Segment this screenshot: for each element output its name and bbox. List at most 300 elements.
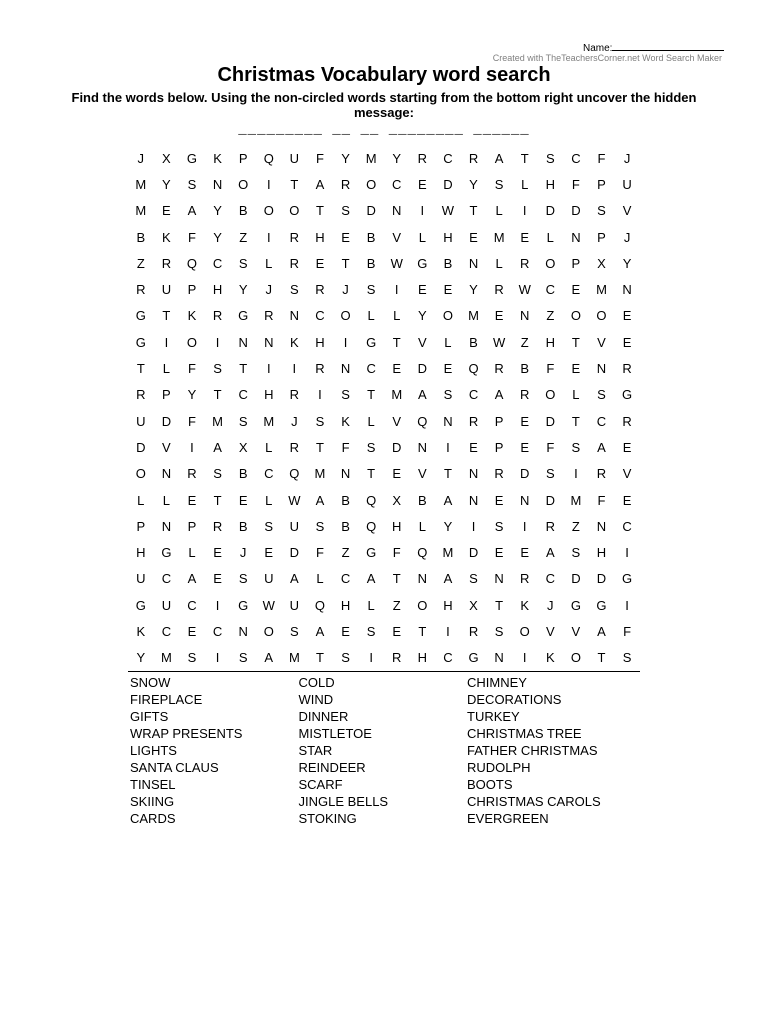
grid-letter[interactable]: D (289, 545, 300, 561)
grid-letter[interactable]: S (366, 623, 376, 639)
grid-letter[interactable]: V (417, 334, 427, 350)
grid-letter[interactable]: M (135, 176, 147, 192)
grid-letter[interactable]: M (365, 150, 377, 166)
grid-letter[interactable]: C (545, 282, 555, 298)
grid-letter[interactable]: K (290, 334, 299, 350)
grid-letter[interactable]: L (316, 571, 324, 587)
grid-letter[interactable]: S (469, 571, 478, 587)
grid-letter[interactable]: C (622, 518, 632, 534)
grid-letter[interactable]: H (443, 229, 453, 245)
grid-letter[interactable]: A (187, 571, 197, 587)
grid-letter[interactable]: H (212, 282, 223, 298)
grid-letter[interactable]: C (315, 308, 325, 324)
grid-letter[interactable]: A (315, 176, 325, 192)
grid-letter[interactable]: K (213, 150, 222, 166)
grid-letter[interactable]: R (136, 282, 146, 298)
grid-letter[interactable]: T (392, 334, 401, 350)
grid-letter[interactable]: I (215, 597, 220, 613)
grid-letter[interactable]: C (264, 466, 274, 482)
grid-letter[interactable]: S (366, 439, 376, 455)
grid-letter[interactable]: Y (341, 150, 350, 166)
grid-letter[interactable]: Y (213, 203, 222, 219)
grid-letter[interactable]: E (187, 492, 197, 508)
grid-letter[interactable]: D (545, 492, 555, 508)
grid-letter[interactable]: S (494, 176, 504, 192)
grid-letter[interactable]: E (187, 623, 197, 639)
grid-letter[interactable]: R (289, 229, 300, 245)
grid-letter[interactable]: S (238, 571, 248, 587)
grid-letter[interactable]: H (315, 229, 325, 245)
grid-letter[interactable]: T (136, 361, 145, 377)
grid-letter[interactable]: I (446, 623, 450, 639)
grid-letter[interactable]: S (494, 623, 504, 639)
grid-letter[interactable]: N (468, 255, 479, 271)
grid-letter[interactable]: N (264, 334, 274, 350)
grid-letter[interactable]: E (341, 623, 350, 639)
grid-letter[interactable]: R (289, 255, 300, 271)
grid-letter[interactable]: Y (238, 282, 248, 298)
grid-letter[interactable]: G (596, 597, 607, 613)
grid-letter[interactable]: Y (469, 282, 478, 298)
grid-letter[interactable]: S (341, 387, 350, 403)
grid-letter[interactable]: E (315, 255, 325, 271)
grid-letter[interactable]: I (266, 361, 271, 377)
grid-letter[interactable]: L (137, 492, 145, 508)
grid-letter[interactable]: G (570, 597, 581, 613)
grid-letter[interactable]: Y (213, 229, 222, 245)
grid-letter[interactable]: O (596, 308, 607, 324)
grid-letter[interactable]: C (212, 623, 223, 639)
grid-letter[interactable]: D (136, 439, 146, 455)
grid-letter[interactable]: K (136, 623, 146, 639)
grid-letter[interactable]: S (213, 361, 222, 377)
grid-letter[interactable]: H (545, 334, 555, 350)
grid-letter[interactable]: E (392, 623, 402, 639)
grid-letter[interactable]: F (341, 439, 350, 455)
grid-letter[interactable]: Q (314, 597, 326, 613)
grid-letter[interactable]: A (290, 571, 299, 587)
grid-letter[interactable]: I (625, 545, 629, 561)
grid-letter[interactable]: M (288, 650, 300, 666)
grid-letter[interactable]: E (520, 439, 530, 455)
grid-letter[interactable]: N (468, 466, 479, 482)
grid-letter[interactable]: N (417, 439, 428, 455)
grid-letter[interactable]: L (546, 229, 554, 245)
grid-letter[interactable]: L (572, 387, 580, 403)
grid-letter[interactable]: B (520, 361, 530, 377)
grid-letter[interactable]: D (392, 439, 402, 455)
grid-letter[interactable]: R (494, 466, 504, 482)
grid-letter[interactable]: F (315, 150, 324, 166)
grid-letter[interactable]: U (289, 150, 300, 166)
grid-letter[interactable]: E (469, 439, 478, 455)
grid-letter[interactable]: S (597, 203, 606, 219)
grid-letter[interactable]: R (187, 466, 197, 482)
grid-letter[interactable]: U (161, 282, 172, 298)
grid-letter[interactable]: E (520, 229, 530, 245)
grid-letter[interactable]: A (366, 571, 376, 587)
grid-letter[interactable]: F (597, 150, 606, 166)
grid-letter[interactable]: T (418, 623, 427, 639)
grid-letter[interactable]: R (520, 387, 530, 403)
grid-letter[interactable]: F (546, 361, 555, 377)
grid-letter[interactable]: X (162, 150, 171, 166)
grid-letter[interactable]: V (545, 623, 555, 639)
grid-letter[interactable]: F (597, 492, 606, 508)
grid-letter[interactable]: H (340, 597, 351, 613)
grid-letter[interactable]: S (494, 518, 504, 534)
grid-letter[interactable]: V (417, 466, 427, 482)
grid-letter[interactable]: E (469, 229, 478, 245)
grid-letter[interactable]: L (367, 597, 375, 613)
grid-letter[interactable]: T (520, 150, 529, 166)
grid-letter[interactable]: G (186, 150, 198, 166)
grid-letter[interactable]: R (264, 308, 274, 324)
grid-letter[interactable]: P (597, 229, 606, 245)
grid-letter[interactable]: L (495, 203, 503, 219)
grid-letter[interactable]: O (366, 176, 377, 192)
grid-letter[interactable]: R (161, 255, 172, 271)
grid-letter[interactable]: Y (622, 255, 632, 271)
grid-letter[interactable]: I (522, 203, 527, 219)
grid-letter[interactable]: A (443, 571, 453, 587)
grid-letter[interactable]: O (340, 308, 351, 324)
grid-letter[interactable]: S (341, 650, 350, 666)
grid-letter[interactable]: N (494, 571, 504, 587)
grid-letter[interactable]: P (238, 150, 248, 166)
grid-letter[interactable]: I (164, 334, 169, 350)
grid-letter[interactable]: F (188, 413, 196, 429)
grid-letter[interactable]: C (596, 413, 607, 429)
grid-letter[interactable]: U (289, 597, 300, 613)
grid-letter[interactable]: I (343, 334, 348, 350)
grid-letter[interactable]: D (366, 203, 376, 219)
grid-letter[interactable]: Q (417, 413, 428, 429)
grid-letter[interactable]: B (417, 492, 427, 508)
grid-letter[interactable]: K (520, 597, 530, 613)
grid-letter[interactable]: I (266, 229, 271, 245)
grid-letter[interactable]: C (212, 255, 223, 271)
grid-letter[interactable]: C (187, 597, 197, 613)
grid-letter[interactable]: C (468, 387, 479, 403)
grid-letter[interactable]: T (341, 255, 350, 271)
grid-letter[interactable]: L (418, 518, 426, 534)
grid-letter[interactable]: E (213, 571, 222, 587)
grid-letter[interactable]: Z (239, 229, 248, 245)
grid-letter[interactable]: H (392, 518, 402, 534)
grid-letter[interactable]: H (596, 545, 607, 561)
grid-letter[interactable]: P (597, 176, 606, 192)
grid-letter[interactable]: R (212, 308, 223, 324)
grid-letter[interactable]: X (392, 492, 402, 508)
grid-letter[interactable]: G (135, 334, 146, 350)
grid-letter[interactable]: T (443, 466, 452, 482)
grid-letter[interactable]: P (494, 413, 504, 429)
grid-letter[interactable]: N (443, 413, 453, 429)
grid-letter[interactable]: G (238, 308, 249, 324)
grid-letter[interactable]: T (315, 439, 324, 455)
grid-letter[interactable]: L (265, 492, 273, 508)
grid-letter[interactable]: I (369, 650, 373, 666)
grid-letter[interactable]: S (290, 623, 299, 639)
grid-letter[interactable]: A (443, 492, 453, 508)
grid-letter[interactable]: O (289, 203, 300, 219)
grid-letter[interactable]: M (468, 308, 479, 324)
grid-letter[interactable]: Q (366, 492, 377, 508)
grid-letter[interactable]: E (622, 334, 632, 350)
grid-letter[interactable]: R (468, 413, 479, 429)
grid-letter[interactable]: R (417, 150, 428, 166)
grid-letter[interactable]: I (574, 466, 578, 482)
grid-letter[interactable]: N (417, 571, 428, 587)
grid-letter[interactable]: T (213, 492, 222, 508)
grid-letter[interactable]: Y (469, 176, 478, 192)
grid-letter[interactable]: S (622, 650, 632, 666)
grid-letter[interactable]: M (570, 492, 582, 508)
grid-letter[interactable]: R (136, 387, 146, 403)
grid-letter[interactable]: J (623, 150, 631, 166)
grid-letter[interactable]: O (519, 623, 530, 639)
grid-letter[interactable]: D (545, 203, 555, 219)
grid-letter[interactable]: S (597, 387, 606, 403)
grid-letter[interactable]: P (187, 518, 197, 534)
grid-letter[interactable]: O (545, 255, 556, 271)
grid-letter[interactable]: M (391, 387, 403, 403)
grid-letter[interactable]: A (187, 203, 197, 219)
grid-letter[interactable]: S (187, 650, 197, 666)
grid-letter[interactable]: S (545, 150, 555, 166)
grid-letter[interactable]: Q (468, 361, 479, 377)
grid-letter[interactable]: S (443, 387, 453, 403)
grid-letter[interactable]: F (315, 545, 324, 561)
grid-letter[interactable]: E (494, 545, 504, 561)
grid-letter[interactable]: L (444, 334, 452, 350)
grid-letter[interactable]: T (213, 387, 222, 403)
grid-letter[interactable]: R (340, 176, 351, 192)
grid-letter[interactable]: N (520, 308, 530, 324)
grid-letter[interactable]: Z (392, 597, 401, 613)
grid-letter[interactable]: D (161, 413, 172, 429)
grid-letter[interactable]: E (520, 413, 530, 429)
grid-letter[interactable]: S (238, 255, 248, 271)
grid-letter[interactable]: W (492, 334, 506, 350)
grid-letter[interactable]: T (571, 334, 580, 350)
grid-letter[interactable]: N (161, 466, 172, 482)
grid-letter[interactable]: L (188, 545, 196, 561)
grid-letter[interactable]: I (190, 439, 194, 455)
grid-letter[interactable]: T (162, 308, 171, 324)
grid-letter[interactable]: U (161, 597, 172, 613)
grid-letter[interactable]: S (290, 282, 299, 298)
grid-letter[interactable]: R (622, 361, 632, 377)
grid-letter[interactable]: A (315, 492, 325, 508)
grid-letter[interactable]: N (622, 282, 632, 298)
grid-letter[interactable]: E (264, 545, 274, 561)
grid-letter[interactable]: V (622, 466, 632, 482)
grid-letter[interactable]: F (188, 361, 196, 377)
grid-letter[interactable]: N (468, 492, 479, 508)
grid-letter[interactable]: L (162, 492, 170, 508)
grid-letter[interactable]: N (161, 518, 172, 534)
grid-letter[interactable]: L (393, 308, 401, 324)
grid-letter[interactable]: B (238, 203, 248, 219)
grid-letter[interactable]: E (443, 361, 453, 377)
grid-letter[interactable]: X (469, 597, 478, 613)
grid-letter[interactable]: Q (263, 150, 274, 166)
grid-letter[interactable]: S (238, 650, 248, 666)
grid-letter[interactable]: C (545, 571, 555, 587)
grid-letter[interactable]: W (288, 492, 301, 508)
grid-letter[interactable]: F (546, 439, 555, 455)
grid-letter[interactable]: Q (417, 545, 428, 561)
grid-letter[interactable]: S (315, 413, 325, 429)
grid-letter[interactable]: F (571, 176, 580, 192)
grid-letter[interactable]: T (367, 466, 376, 482)
grid-letter[interactable]: A (545, 545, 555, 561)
grid-letter[interactable]: E (162, 203, 171, 219)
grid-letter[interactable]: O (263, 203, 274, 219)
grid-letter[interactable]: I (522, 650, 527, 666)
grid-letter[interactable]: B (341, 518, 350, 534)
grid-letter[interactable]: R (289, 387, 300, 403)
grid-letter[interactable]: D (520, 466, 530, 482)
grid-letter[interactable]: H (315, 334, 325, 350)
grid-letter[interactable]: A (417, 387, 427, 403)
grid-letter[interactable]: S (571, 545, 581, 561)
grid-letter[interactable]: Y (187, 387, 197, 403)
grid-letter[interactable]: R (545, 518, 555, 534)
grid-letter[interactable]: E (417, 176, 427, 192)
grid-letter[interactable]: Y (443, 518, 453, 534)
grid-letter[interactable]: P (162, 387, 171, 403)
grid-letter[interactable]: O (238, 176, 249, 192)
grid-letter[interactable]: E (520, 545, 530, 561)
grid-letter[interactable]: M (314, 466, 326, 482)
grid-letter[interactable]: L (495, 255, 503, 271)
grid-letter[interactable]: I (394, 282, 399, 298)
grid-letter[interactable]: E (494, 308, 504, 324)
grid-letter[interactable]: T (571, 413, 580, 429)
grid-letter[interactable]: K (545, 650, 555, 666)
grid-letter[interactable]: A (494, 387, 504, 403)
grid-letter[interactable]: N (289, 308, 300, 324)
grid-letter[interactable]: Y (417, 308, 427, 324)
grid-letter[interactable]: D (417, 361, 428, 377)
grid-letter[interactable]: N (212, 176, 223, 192)
grid-letter[interactable]: R (622, 413, 632, 429)
grid-letter[interactable]: D (596, 571, 607, 587)
grid-letter[interactable]: Y (392, 150, 402, 166)
grid-letter[interactable]: T (239, 361, 248, 377)
grid-letter[interactable]: H (545, 176, 555, 192)
grid-letter[interactable]: M (596, 282, 607, 298)
grid-letter[interactable]: J (291, 413, 298, 429)
grid-letter[interactable]: N (596, 518, 607, 534)
grid-letter[interactable]: F (392, 545, 401, 561)
grid-letter[interactable]: N (520, 492, 530, 508)
grid-letter[interactable]: C (161, 623, 172, 639)
grid-letter[interactable]: T (392, 571, 401, 587)
grid-letter[interactable]: F (623, 623, 632, 639)
grid-letter[interactable]: B (366, 255, 376, 271)
grid-letter[interactable]: C (443, 150, 453, 166)
grid-letter[interactable]: S (187, 176, 197, 192)
grid-letter[interactable]: B (341, 492, 350, 508)
grid-letter[interactable]: Z (136, 255, 145, 271)
grid-letter[interactable]: B (136, 229, 146, 245)
grid-letter[interactable]: S (315, 518, 325, 534)
grid-letter[interactable]: K (341, 413, 350, 429)
grid-letter[interactable]: G (161, 545, 172, 561)
grid-letter[interactable]: V (392, 413, 402, 429)
grid-letter[interactable]: N (494, 650, 504, 666)
grid-letter[interactable]: I (625, 597, 629, 613)
grid-letter[interactable]: N (392, 203, 402, 219)
grid-letter[interactable]: G (622, 571, 633, 587)
grid-letter[interactable]: F (188, 229, 196, 245)
grid-letter[interactable]: I (446, 439, 450, 455)
grid-letter[interactable]: R (289, 439, 300, 455)
grid-letter[interactable]: L (418, 229, 426, 245)
grid-letter[interactable]: R (315, 282, 325, 298)
grid-letter[interactable]: R (520, 255, 530, 271)
grid-letter[interactable]: I (215, 334, 220, 350)
grid-letter[interactable]: L (367, 413, 375, 429)
grid-letter[interactable]: I (318, 387, 322, 403)
grid-letter[interactable]: I (471, 518, 476, 534)
grid-letter[interactable]: W (390, 255, 403, 271)
grid-letter[interactable]: H (443, 597, 453, 613)
grid-letter[interactable]: E (341, 229, 350, 245)
grid-letter[interactable]: E (622, 308, 632, 324)
grid-letter[interactable]: M (442, 545, 454, 561)
grid-letter[interactable]: B (469, 334, 478, 350)
grid-letter[interactable]: K (162, 229, 171, 245)
grid-letter[interactable]: D (571, 571, 581, 587)
grid-letter[interactable]: U (264, 571, 274, 587)
grid-letter[interactable]: V (392, 229, 402, 245)
grid-letter[interactable]: M (493, 229, 505, 245)
grid-letter[interactable]: U (136, 413, 146, 429)
name-underline[interactable] (612, 41, 724, 51)
grid-letter[interactable]: C (340, 571, 351, 587)
grid-letter[interactable]: U (622, 176, 632, 192)
grid-letter[interactable]: N (238, 623, 248, 639)
grid-letter[interactable]: M (263, 413, 275, 429)
grid-letter[interactable]: D (571, 203, 581, 219)
grid-letter[interactable]: T (469, 203, 478, 219)
grid-letter[interactable]: T (597, 650, 606, 666)
grid-letter[interactable]: T (315, 650, 324, 666)
grid-letter[interactable]: A (597, 623, 606, 639)
grid-letter[interactable]: Y (136, 650, 146, 666)
grid-letter[interactable]: J (265, 282, 273, 298)
grid-letter[interactable]: O (135, 466, 146, 482)
grid-letter[interactable]: B (366, 229, 376, 245)
grid-letter[interactable]: L (265, 255, 273, 271)
grid-letter[interactable]: R (468, 150, 479, 166)
grid-letter[interactable]: T (290, 176, 299, 192)
grid-letter[interactable]: O (263, 623, 274, 639)
grid-letter[interactable]: S (213, 466, 222, 482)
grid-letter[interactable]: W (262, 597, 275, 613)
grid-letter[interactable]: B (238, 518, 248, 534)
grid-letter[interactable]: G (622, 387, 633, 403)
grid-letter[interactable]: D (545, 413, 555, 429)
grid-letter[interactable]: H (417, 650, 428, 666)
grid-letter[interactable]: T (315, 203, 324, 219)
grid-letter[interactable]: S (571, 439, 581, 455)
